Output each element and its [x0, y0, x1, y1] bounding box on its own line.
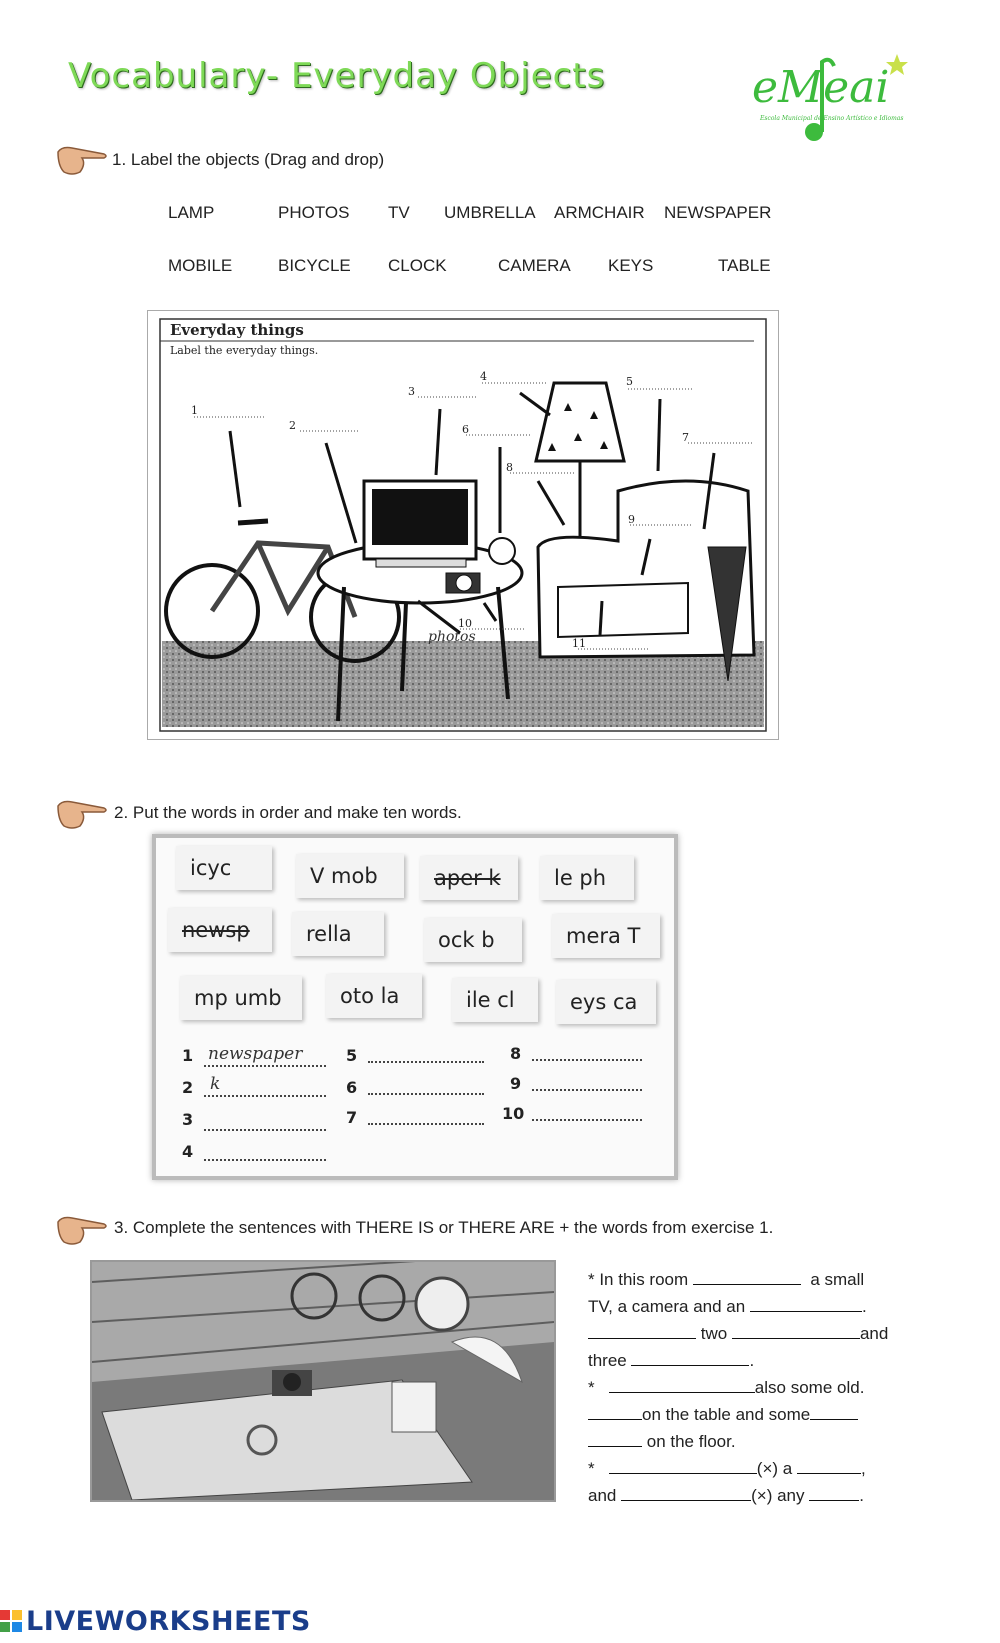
sentence-line: * In this room a small — [588, 1266, 908, 1293]
word-bank-item[interactable]: NEWSPAPER — [664, 203, 772, 222]
everyday-things-illustration — [147, 310, 779, 740]
pointing-hand-icon — [56, 142, 108, 178]
answer-input[interactable] — [532, 1118, 642, 1121]
answer-number: 2 — [182, 1078, 194, 1097]
exercise3-instruction: 3. Complete the sentences with THERE IS or THERE ARE + the words from exercise 1. — [114, 1218, 774, 1237]
jumble-card: V mob — [296, 854, 404, 898]
sentence-line: TV, a camera and an . — [588, 1293, 908, 1320]
sentence-blank[interactable] — [609, 1455, 757, 1474]
answer-input[interactable] — [368, 1122, 484, 1125]
word-bank-item[interactable]: UMBRELLA — [444, 203, 536, 222]
answer-input[interactable] — [532, 1088, 642, 1091]
sentence-blank[interactable] — [588, 1401, 642, 1420]
sentence-line: on the floor. — [588, 1428, 908, 1455]
liveworksheets-logo — [0, 1606, 311, 1637]
answer-number: 3 — [182, 1110, 194, 1129]
answer-number: 1 — [182, 1046, 194, 1065]
answer-number: 10 — [502, 1104, 525, 1123]
answer-input[interactable] — [204, 1128, 326, 1131]
sentence-blank[interactable] — [588, 1320, 696, 1339]
answer-number: 8 — [510, 1044, 522, 1063]
emeai-logo — [752, 40, 922, 160]
word-bank-item[interactable]: PHOTOS — [278, 203, 350, 222]
word-bank-item[interactable]: CLOCK — [388, 256, 447, 275]
jumble-card-crossed: aper k — [420, 856, 518, 900]
answer-number: 9 — [510, 1074, 522, 1093]
jumble-card: mera T — [552, 914, 660, 958]
scene-label-number: 2 — [289, 419, 296, 432]
jumble-card: icyc — [176, 846, 272, 890]
jumble-card: mp umb — [180, 976, 302, 1020]
word-jumble-panel — [152, 834, 678, 1180]
sentence-blank[interactable] — [631, 1347, 749, 1366]
word-bank-item[interactable]: ARMCHAIR — [554, 203, 645, 222]
jumble-card: ile cl — [452, 978, 538, 1022]
answer-line — [204, 1064, 326, 1067]
scene-subtitle: Label the everyday things. — [170, 344, 319, 357]
scene-label-number: 3 — [408, 385, 415, 398]
answer-handwritten: newspaper — [208, 1044, 303, 1064]
answer-number: 5 — [346, 1046, 358, 1065]
scene-label-number: 1 — [191, 404, 198, 417]
scene-label-number: 11 — [572, 637, 586, 650]
answer-input[interactable] — [204, 1094, 326, 1097]
pointing-hand-icon — [56, 1212, 108, 1248]
scene-drawing — [148, 311, 778, 739]
liveworksheets-grid-icon — [0, 1608, 22, 1630]
jumble-card: ock b — [424, 918, 522, 962]
sentence-line: * also some old. — [588, 1374, 908, 1401]
word-bank-item[interactable]: KEYS — [608, 256, 654, 275]
exercise2-instruction: 2. Put the words in order and make ten words. — [114, 803, 462, 822]
jumble-card: eys ca — [556, 980, 656, 1024]
answer-handwritten: k — [210, 1074, 221, 1094]
scene-title: Everyday things — [170, 321, 304, 339]
room-photo — [90, 1260, 556, 1502]
word-bank-item[interactable]: BICYCLE — [278, 256, 351, 275]
logo-wordmark: eMeai — [752, 62, 890, 113]
scene-label-number: 4 — [480, 370, 487, 383]
answer-input[interactable] — [532, 1058, 642, 1061]
jumble-card-crossed: newsp — [168, 908, 272, 952]
answer-number: 7 — [346, 1108, 358, 1127]
scene-label-number: 9 — [628, 513, 635, 526]
sentence-line: * (×) a , — [588, 1455, 908, 1482]
answer-number: 4 — [182, 1142, 194, 1161]
footer-brand: LIVEWORKSHEETS — [26, 1606, 311, 1637]
word-bank-item[interactable]: CAMERA — [498, 256, 571, 275]
sentence-block — [588, 1266, 908, 1509]
word-bank-item[interactable]: LAMP — [168, 203, 215, 222]
jumble-card: le ph — [540, 856, 634, 900]
pointing-hand-icon — [56, 796, 108, 832]
sentence-line: and (×) any . — [588, 1482, 908, 1509]
sentence-blank[interactable] — [588, 1428, 642, 1447]
sentence-blank[interactable] — [693, 1266, 801, 1285]
scene-label-number: 10 — [458, 617, 472, 630]
scene-label-number: 8 — [506, 461, 513, 474]
word-bank-item[interactable]: TABLE — [718, 256, 771, 275]
word-bank-item[interactable]: TV — [388, 203, 410, 222]
jumble-card: oto la — [326, 974, 422, 1018]
word-bank-item[interactable]: MOBILE — [168, 256, 233, 275]
sentence-blank[interactable] — [609, 1374, 755, 1393]
answer-number: 6 — [346, 1078, 358, 1097]
sentence-blank[interactable] — [797, 1455, 861, 1474]
scene-label-number: 7 — [682, 431, 689, 444]
sentence-blank[interactable] — [809, 1482, 859, 1501]
scene-label-number: 5 — [626, 375, 633, 388]
page-title: Vocabulary- Everyday Objects — [68, 56, 606, 96]
jumble-card: rella — [292, 912, 384, 956]
scene-label-number: 6 — [462, 423, 469, 436]
sentence-blank[interactable] — [750, 1293, 862, 1312]
answer-input[interactable] — [368, 1060, 484, 1063]
exercise1-instruction: 1. Label the objects (Drag and drop) — [112, 150, 385, 169]
sentence-blank[interactable] — [621, 1482, 751, 1501]
answer-input[interactable] — [368, 1092, 484, 1095]
sentence-blank[interactable] — [732, 1320, 860, 1339]
answer-input[interactable] — [204, 1158, 326, 1161]
sentence-line: three . — [588, 1347, 908, 1374]
logo-tagline: Escola Municipal de Ensino Artístico e Idiomas — [760, 115, 904, 122]
sentence-blank[interactable] — [810, 1401, 858, 1420]
sentence-line: two and — [588, 1320, 908, 1347]
sentence-line: on the table and some — [588, 1401, 908, 1428]
scene-example-label: photos — [428, 629, 476, 645]
